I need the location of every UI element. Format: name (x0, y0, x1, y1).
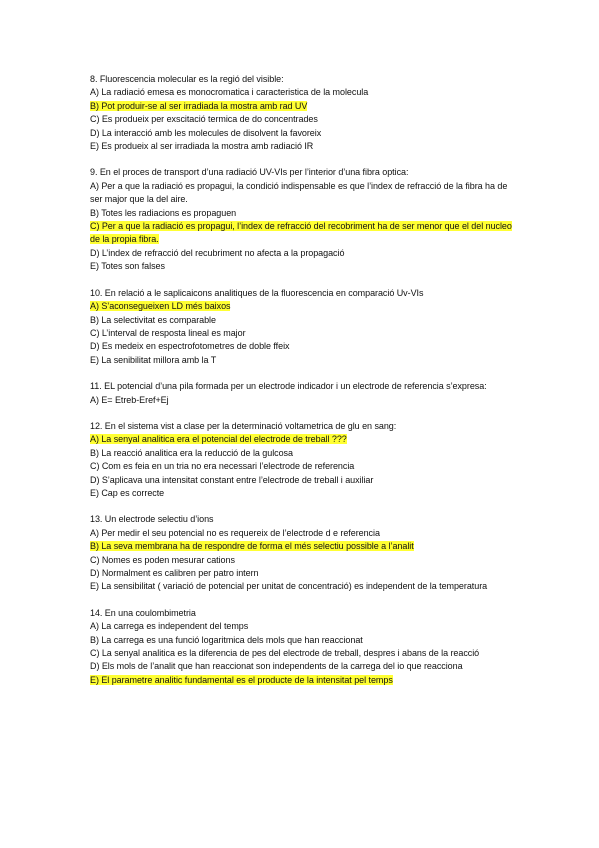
answer-option-text: A) La senyal analitica era el potencial del electrode de treball ??? (90, 434, 347, 445)
answer-option-text: D) S’aplicava una intensitat constant entre l’electrode de treball i auxiliar (90, 474, 374, 485)
answer-option (90, 460, 520, 473)
answer-option-highlighted (90, 674, 520, 687)
answer-option (90, 474, 520, 487)
answer-option-text: A) S’aconsegueixen LD més baixos (90, 301, 231, 312)
answer-option-highlighted (90, 540, 520, 553)
answer-option-text: B) Pot produir-se al ser irradiada la mostra amb rad UV (90, 100, 308, 111)
answer-option (90, 554, 520, 567)
question-14 (90, 607, 520, 687)
answer-option-text: C) Per a que la radiació es propagui, l’index de refracció del recobriment ha de ser menor que el del nucleo de la propia fibra. (90, 221, 512, 245)
question-title: 8. Fluorescencia molecular es la regió del visible: (90, 74, 284, 84)
answer-option (90, 113, 520, 126)
question-title: 10. En relació a le saplicaicons analitiques de la fluorescencia en comparació Uv-VIs (90, 287, 424, 298)
answer-option (90, 207, 520, 220)
answer-option-text: C) La senyal analitica es la diferencia de pes del electrode de treball, despres i abans de la reacció (90, 648, 480, 659)
answer-option-text: B) La selectivitat es comparable (90, 314, 216, 325)
answer-option (90, 247, 520, 260)
answer-option-highlighted (90, 220, 520, 247)
question-title: 11. EL potencial d’una pila formada per un electrode indicador i un electrode de referencia s’expresa: (90, 381, 487, 392)
question-11 (90, 380, 520, 407)
answer-option (90, 314, 520, 327)
answer-option (90, 487, 520, 500)
answer-option-text: A) E= Etreb-Eref+Ej (90, 394, 169, 405)
answer-option-text: D) Els mols de l’analit que han reaccionat son independents de la carrega del io que reacciona (90, 661, 463, 672)
answer-option-text: E) Cap es correcte (90, 487, 165, 498)
answer-option (90, 340, 520, 353)
answer-option-text: D) Normalment es calibren per patro intern (90, 568, 259, 578)
answer-option-text: A) Per medir el seu potencial no es requereix de l’electrode d e referencia (90, 527, 380, 538)
answer-option-text: D) L’index de refracció del recubriment no afecta a la propagació (90, 247, 345, 258)
answer-option (90, 567, 520, 580)
question-title: 13. Un electrode selectiu d’ions (90, 514, 214, 525)
question-9 (90, 166, 520, 273)
answer-option-text: C) Es produeix per exscitació termica de do concentrades (90, 114, 318, 125)
answer-option-text: E) Totes son falses (90, 261, 165, 272)
answer-option-text: E) Es produeix al ser irradiada la mostra amb radiació IR (90, 141, 314, 152)
answer-option-text: A) La carrega es independent del temps (90, 621, 249, 632)
answer-option-text: A) Per a que la radiació es propagui, la condició indispensable es que l’index de refracció de la fibra ha de ser major que la del aire. (90, 180, 508, 205)
answer-option (90, 260, 520, 273)
answer-option (90, 527, 520, 540)
answer-option-highlighted (90, 100, 520, 113)
answer-option (90, 394, 520, 407)
question-title: 12. En el sistema vist a clase per la determinació voltametrica de glu en sang: (90, 420, 397, 431)
question-title: 9. En el proces de transport d’una radiació UV-VIs per l’interior d’una fibra optica: (90, 167, 409, 178)
answer-option-text: C) Nomes es poden mesurar cations (90, 554, 235, 565)
answer-option (90, 447, 520, 460)
answer-option-text: C) L’interval de resposta lineal es major (90, 327, 246, 338)
answer-option-text: D) Es medeix en espectrofotometres de doble ffeix (90, 341, 290, 352)
answer-option (90, 180, 520, 207)
answer-option (90, 634, 520, 647)
answer-option-text: D) La interacció amb les molecules de disolvent la favoreix (90, 127, 322, 138)
answer-option-text: B) La reacció analitica era la reducció de la gulcosa (90, 447, 293, 458)
answer-option-text: E) La sensibilitat ( variació de potencial per unitat de concentració) es independent de la temperatura (90, 581, 488, 592)
answer-option (90, 86, 520, 99)
answer-option-text: A) La radiació emesa es monocromatica i caracteristica de la molecula (90, 87, 369, 98)
question-title: 14. En una coulombimetria (90, 607, 196, 618)
answer-option-text: C) Com es feia en un tria no era necessari l’electrode de referencia (90, 461, 355, 472)
answer-option-text: B) La carrega es una funció logaritmica dels mols que han reaccionat (90, 634, 363, 645)
question-10 (90, 287, 520, 367)
question-12 (90, 420, 520, 500)
answer-option (90, 354, 520, 367)
answer-option (90, 660, 520, 673)
answer-option-text: E) La senibilitat millora amb la T (90, 354, 217, 365)
answer-option-text: B) Totes les radiacions es propaguen (90, 207, 237, 218)
answer-option-text: B) La seva membrana ha de respondre de forma el més selectiu possible a l’analit (90, 541, 414, 552)
answer-option (90, 647, 520, 660)
answer-option (90, 140, 520, 153)
answer-option-highlighted (90, 433, 520, 446)
answer-option (90, 580, 520, 593)
answer-option (90, 620, 520, 633)
answer-option (90, 327, 520, 340)
question-13 (90, 513, 520, 593)
answer-option-text: E) El parametre analitic fundamental es el producte de la intensitat pel temps (90, 674, 393, 685)
answer-option (90, 127, 520, 140)
answer-option-highlighted (90, 300, 520, 313)
question-list (90, 73, 520, 700)
question-8 (90, 73, 520, 153)
